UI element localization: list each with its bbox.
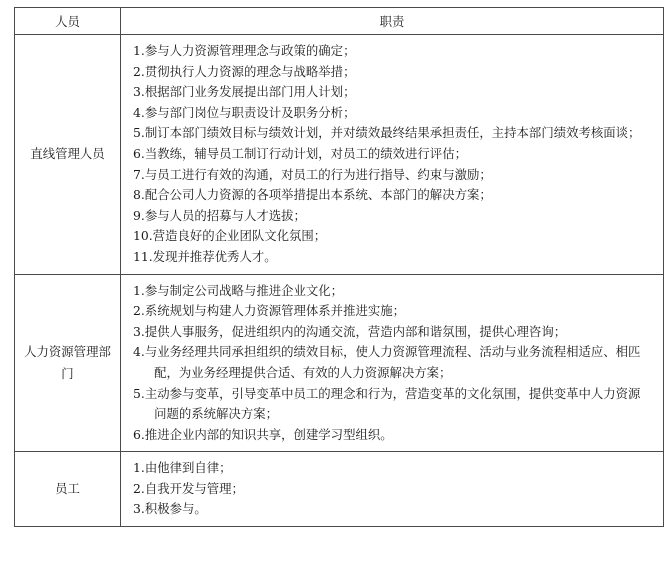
responsibility-table [14, 7, 664, 527]
duty-list [133, 458, 651, 520]
duty-item: 4.参与部门岗位与职责设计及职务分析； [133, 104, 356, 120]
duty-item: 2.系统规划与构建人力资源管理体系并推进实施； [133, 303, 406, 319]
duty-item: 5.主动参与变革，引导变革中员工的理念和行为，营造变革的文化氛围，提供变革中人力资源问题的系统解决方案； [133, 385, 641, 422]
duty-item: 3.根据部门业务发展提出部门用人计划； [133, 84, 356, 100]
table-row-hr-department [15, 274, 664, 452]
duty-item: 1.由他律到自律； [133, 460, 232, 476]
duty-item: 10.营造良好的企业团队文化氛围； [133, 228, 327, 244]
duty-item: 7.与员工进行有效的沟通，对员工的行为进行指导、约束与激励； [133, 166, 492, 182]
duty-item: 1.参与人力资源管理理念与政策的确定； [133, 43, 356, 58]
duty-item: 6.当教练，辅导员工制订行动计划，对员工的绩效进行评估； [133, 145, 467, 161]
duty-item: 11.发现并推荐优秀人才。 [133, 248, 277, 264]
duty-item: 9.参与人员的招募与人才选拔； [133, 207, 306, 223]
duties-hr-department [121, 274, 664, 452]
duty-list [133, 281, 651, 446]
header-duty: 职责 [121, 8, 664, 35]
duties-line-managers [121, 35, 664, 275]
duties-employees [121, 452, 664, 527]
header-role: 人员 [15, 8, 121, 35]
duty-item: 6.推进企业内部的知识共享，创建学习型组织。 [133, 426, 393, 442]
duty-item: 8.配合公司人力资源的各项举措提出本系统、本部门的解决方案； [133, 187, 492, 203]
duty-item: 5.制订本部门绩效目标与绩效计划，并对绩效最终结果承担责任，主持本部门绩效考核面谈； [133, 125, 641, 141]
table-header-row [15, 8, 664, 35]
role-hr-department: 人力资源管理部门 [15, 274, 121, 452]
table-row-employees [15, 452, 664, 527]
duty-item: 3.提供人事服务，促进组织内的沟通交流，营造内部和谐氛围，提供心理咨询； [133, 323, 567, 339]
duty-list [133, 41, 651, 268]
role-employees: 员工 [15, 452, 121, 527]
duty-item: 1.参与制定公司战略与推进企业文化； [133, 282, 344, 298]
duty-item: 4.与业务经理共同承担组织的绩效目标，使人力资源管理流程、活动与业务流程相适应、相匹配，为业务经理提供合适、有效的人力资源解决方案； [133, 344, 641, 380]
role-line-managers: 直线管理人员 [15, 35, 121, 275]
duty-item: 2.自我开发与管理； [133, 480, 244, 496]
table-row-line-managers [15, 35, 664, 275]
duty-item: 2.贯彻执行人力资源的理念与战略举措； [133, 63, 356, 79]
duty-item: 3.积极参与。 [133, 501, 207, 517]
